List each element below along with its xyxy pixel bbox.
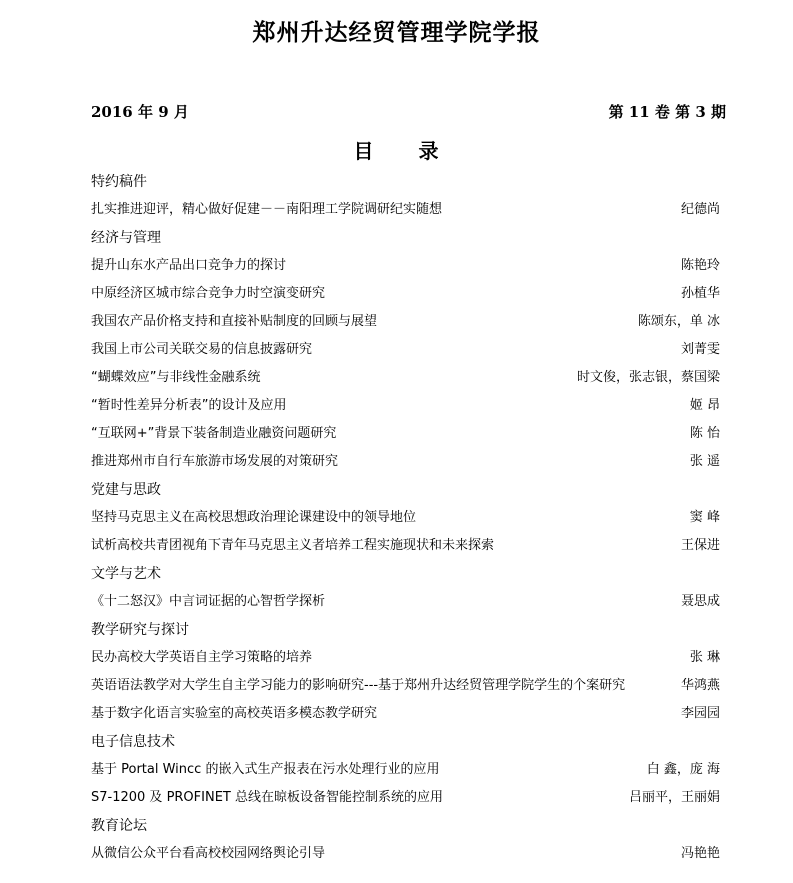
toc-entry [91,364,726,392]
section-heading [91,560,726,588]
toc-entry [91,336,726,364]
section-title: 经济与管理 [91,230,161,246]
toc-entry [91,672,726,700]
article-author: 时文俊，张志银，蔡国梁 [576,370,720,385]
toc-entry [91,252,726,280]
article-author: 王保进 [680,538,720,553]
article-author: 孙植华 [680,286,720,301]
article-title: 基于 Portal Wincc 的嵌入式生产报表在污水处理行业的应用 [91,762,440,777]
section-title: 党建与思政 [91,482,161,498]
section-heading [91,168,726,196]
toc-entry [91,644,726,672]
toc-entry [91,420,726,448]
article-title: 《十二怒汉》中言词证据的心智哲学探析 [91,594,326,609]
toc-heading-char: 录 [418,139,440,163]
section-heading [91,224,726,252]
toc-entry [91,756,726,784]
article-author: 张 琳 [689,650,720,665]
article-author: 刘菁雯 [680,342,720,357]
toc-entry [91,280,726,308]
section-title: 教学研究与探讨 [91,622,189,638]
toc-heading-char: 目 [353,139,375,163]
article-title: S7-1200 及 PROFINET 总线在晾板设备智能控制系统的应用 [91,790,443,805]
article-title: 从微信公众平台看高校校园网络舆论引导 [91,846,326,861]
article-author: 李园园 [680,706,720,721]
article-author: 吕丽平，王丽娟 [628,790,720,805]
article-author: 张 遥 [689,454,720,469]
section-heading [91,728,726,756]
article-author: 窦 峰 [689,510,720,525]
article-title: 我国上市公司关联交易的信息披露研究 [91,342,313,357]
article-title: 我国农产品价格支持和直接补贴制度的回顾与展望 [91,314,378,329]
article-author: 陈艳玲 [680,258,720,273]
section-heading [91,616,726,644]
table-of-contents [91,168,726,868]
journal-title: 郑州升达经贸管理学院学报 [252,19,541,46]
toc-entry [91,392,726,420]
article-title: “互联网+”背景下装备制造业融资问题研究 [91,426,337,441]
toc-entry [91,700,726,728]
section-heading [91,476,726,504]
toc-entry [91,588,726,616]
toc-entry [91,196,726,224]
section-title: 电子信息技术 [91,734,175,750]
article-title: 提升山东水产品出口竞争力的探讨 [91,258,287,273]
section-title: 特约稿件 [91,174,147,190]
article-title: 推进郑州市自行车旅游市场发展的对策研究 [91,454,339,469]
article-author: 冯艳艳 [680,846,720,861]
toc-heading [0,135,793,164]
toc-entry [91,448,726,476]
article-title: 英语语法教学对大学生自主学习能力的影响研究---基于郑州升达经贸管理学院学生的个案研究 [91,678,626,693]
article-title: 基于数字化语言实验室的高校英语多模态教学研究 [91,706,378,721]
article-author: 陈颂东，单 冰 [637,314,720,329]
issue-date: 2016 年 9 月 [91,103,189,121]
article-title: 试析高校共青团视角下青年马克思主义者培养工程实施现状和未来探索 [91,538,495,553]
article-title: 扎实推进迎评，精心做好促建－－南阳理工学院调研纪实随想 [91,202,443,217]
section-title: 教育论坛 [91,818,147,834]
toc-entry [91,308,726,336]
article-author: 聂思成 [680,594,720,609]
article-title: “暂时性差异分析表”的设计及应用 [91,398,287,413]
article-author: 姬 昂 [689,398,720,413]
section-title: 文学与艺术 [91,566,161,582]
article-title: 中原经济区城市综合竞争力时空演变研究 [91,286,326,301]
issue-volume: 第 11 卷 第 3 期 [608,103,726,121]
section-heading [91,812,726,840]
article-title: 民办高校大学英语自主学习策略的培养 [91,650,313,665]
toc-entry [91,532,726,560]
article-title: 坚持马克思主义在高校思想政治理论课建设中的领导地位 [91,510,417,525]
article-author: 华鸿燕 [680,678,720,693]
article-author: 白 鑫，庞 海 [646,762,720,777]
toc-entry [91,784,726,812]
toc-entry [91,504,726,532]
article-title: “蝴蝶效应”与非线性金融系统 [91,370,261,385]
article-author: 陈 怡 [689,426,720,441]
toc-entry [91,840,726,868]
article-author: 纪德尚 [680,202,720,217]
